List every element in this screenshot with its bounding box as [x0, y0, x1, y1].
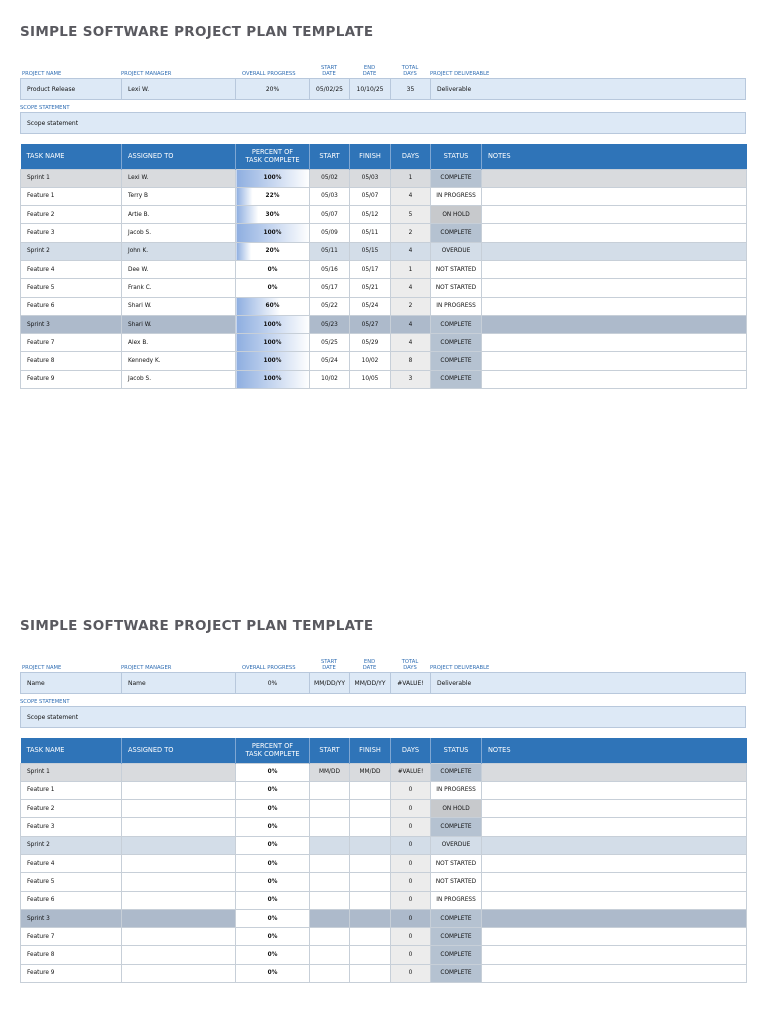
- plan-title: SIMPLE SOFTWARE PROJECT PLAN TEMPLATE: [20, 24, 374, 40]
- percent-complete-cell[interactable]: 100%: [236, 370, 310, 388]
- end-date-field[interactable]: MM/DD/YY: [350, 673, 391, 693]
- col-task-name: TASK NAME: [21, 738, 122, 763]
- start-cell[interactable]: [310, 964, 350, 982]
- notes-cell[interactable]: [482, 297, 747, 315]
- notes-cell[interactable]: [482, 928, 747, 946]
- start-cell[interactable]: [310, 946, 350, 964]
- start-cell[interactable]: 05/24: [310, 352, 350, 370]
- status-cell[interactable]: OVERDUE: [431, 242, 482, 260]
- days-cell: 4: [391, 315, 431, 333]
- task-table: [20, 144, 747, 389]
- task-name-cell[interactable]: Feature 2: [21, 206, 122, 224]
- notes-cell[interactable]: [482, 169, 747, 187]
- percent-complete-cell[interactable]: 0%: [236, 836, 310, 854]
- days-cell: 0: [391, 818, 431, 836]
- project-manager-field[interactable]: Name: [122, 673, 236, 693]
- assigned-to-cell[interactable]: [122, 964, 236, 982]
- task-name-cell[interactable]: Sprint 3: [21, 909, 122, 927]
- label-project-name: PROJECT NAME: [22, 71, 62, 77]
- percent-complete-cell[interactable]: 0%: [236, 763, 310, 781]
- finish-cell[interactable]: [350, 909, 391, 927]
- percent-complete-cell[interactable]: 0%: [236, 909, 310, 927]
- col-start: START: [310, 144, 350, 169]
- notes-cell[interactable]: [482, 946, 747, 964]
- finish-cell[interactable]: [350, 818, 391, 836]
- status-cell[interactable]: NOT STARTED: [431, 279, 482, 297]
- days-cell: 2: [391, 297, 431, 315]
- finish-cell[interactable]: [350, 891, 391, 909]
- assigned-to-cell[interactable]: [122, 836, 236, 854]
- start-cell[interactable]: 05/16: [310, 260, 350, 278]
- task-name-cell[interactable]: Feature 3: [21, 224, 122, 242]
- col-days: DAYS: [391, 738, 431, 763]
- percent-complete-cell[interactable]: 0%: [236, 818, 310, 836]
- start-cell[interactable]: [310, 781, 350, 799]
- assigned-to-cell[interactable]: [122, 781, 236, 799]
- start-cell[interactable]: [310, 854, 350, 872]
- project-manager-field[interactable]: Lexi W.: [122, 79, 236, 99]
- project-name-field[interactable]: Name: [21, 673, 122, 693]
- table-row: [21, 964, 747, 982]
- notes-cell[interactable]: [482, 187, 747, 205]
- task-name-cell[interactable]: Feature 3: [21, 818, 122, 836]
- task-name-cell[interactable]: Feature 7: [21, 334, 122, 352]
- project-deliverable-field[interactable]: Deliverable: [437, 679, 472, 687]
- start-cell[interactable]: [310, 800, 350, 818]
- finish-cell[interactable]: 05/07: [350, 187, 391, 205]
- col-assigned-to: ASSIGNED TO: [122, 738, 236, 763]
- table-row: [21, 928, 747, 946]
- finish-cell[interactable]: 05/29: [350, 334, 391, 352]
- label-start-date: START DATE: [320, 65, 337, 77]
- days-cell: 0: [391, 946, 431, 964]
- assigned-to-cell[interactable]: [122, 854, 236, 872]
- table-row: [21, 297, 747, 315]
- start-cell[interactable]: 05/22: [310, 297, 350, 315]
- start-cell[interactable]: 05/07: [310, 206, 350, 224]
- finish-cell[interactable]: [350, 836, 391, 854]
- table-row: [21, 854, 747, 872]
- notes-cell[interactable]: [482, 334, 747, 352]
- total-days-field[interactable]: 35: [391, 79, 431, 99]
- days-cell: 0: [391, 909, 431, 927]
- notes-cell[interactable]: [482, 279, 747, 297]
- table-row: [21, 315, 747, 333]
- task-name-cell[interactable]: Sprint 2: [21, 836, 122, 854]
- finish-cell[interactable]: [350, 781, 391, 799]
- finish-cell[interactable]: [350, 873, 391, 891]
- label-overall-progress: OVERALL PROGRESS: [242, 71, 296, 77]
- days-cell: 0: [391, 873, 431, 891]
- status-cell[interactable]: COMPLETE: [431, 964, 482, 982]
- assigned-to-cell[interactable]: Kennedy K.: [122, 352, 236, 370]
- notes-cell[interactable]: [482, 260, 747, 278]
- assigned-to-cell[interactable]: [122, 818, 236, 836]
- start-cell[interactable]: [310, 818, 350, 836]
- task-name-cell[interactable]: Sprint 2: [21, 242, 122, 260]
- col-finish: FINISH: [350, 144, 391, 169]
- table-row: [21, 242, 747, 260]
- status-cell[interactable]: COMPLETE: [431, 763, 482, 781]
- days-cell: 1: [391, 260, 431, 278]
- assigned-to-cell[interactable]: Shari W.: [122, 297, 236, 315]
- table-row: [21, 352, 747, 370]
- percent-complete-cell[interactable]: 100%: [236, 169, 310, 187]
- scope-statement-field[interactable]: Scope statement: [20, 112, 746, 134]
- task-name-cell[interactable]: Feature 4: [21, 260, 122, 278]
- assigned-to-cell[interactable]: [122, 928, 236, 946]
- status-cell[interactable]: COMPLETE: [431, 909, 482, 927]
- status-cell[interactable]: COMPLETE: [431, 169, 482, 187]
- table-row: [21, 224, 747, 242]
- status-cell[interactable]: IN PROGRESS: [431, 297, 482, 315]
- percent-complete-cell[interactable]: 0%: [236, 928, 310, 946]
- percent-complete-cell[interactable]: 60%: [236, 297, 310, 315]
- finish-cell[interactable]: [350, 946, 391, 964]
- assigned-to-cell[interactable]: John K.: [122, 242, 236, 260]
- table-row: [21, 781, 747, 799]
- days-cell: 0: [391, 854, 431, 872]
- task-name-cell[interactable]: Feature 7: [21, 928, 122, 946]
- col-percent-complete: PERCENT OF TASK COMPLETE: [236, 738, 310, 763]
- notes-cell[interactable]: [482, 315, 747, 333]
- label-start-date: START DATE: [320, 659, 337, 671]
- percent-complete-cell[interactable]: 0%: [236, 800, 310, 818]
- percent-complete-cell[interactable]: 0%: [236, 964, 310, 982]
- notes-cell[interactable]: [482, 909, 747, 927]
- notes-cell[interactable]: [482, 818, 747, 836]
- status-cell[interactable]: COMPLETE: [431, 315, 482, 333]
- col-status: STATUS: [431, 144, 482, 169]
- notes-cell[interactable]: [482, 763, 747, 781]
- percent-complete-cell[interactable]: 0%: [236, 946, 310, 964]
- table-row: [21, 873, 747, 891]
- finish-cell[interactable]: 05/03: [350, 169, 391, 187]
- percent-complete-cell[interactable]: 100%: [236, 315, 310, 333]
- days-cell: 4: [391, 242, 431, 260]
- start-date-field[interactable]: MM/DD/YY: [310, 673, 350, 693]
- task-name-cell[interactable]: Feature 6: [21, 891, 122, 909]
- days-cell: #VALUE!: [391, 763, 431, 781]
- status-cell[interactable]: COMPLETE: [431, 946, 482, 964]
- days-cell: 1: [391, 169, 431, 187]
- label-project-deliverable: PROJECT DELIVERABLE: [430, 665, 490, 671]
- status-cell[interactable]: ON HOLD: [431, 800, 482, 818]
- project-info-row: [20, 78, 746, 100]
- finish-cell[interactable]: 05/17: [350, 260, 391, 278]
- table-row: [21, 946, 747, 964]
- notes-cell[interactable]: [482, 370, 747, 388]
- finish-cell[interactable]: 05/12: [350, 206, 391, 224]
- table-row: [21, 818, 747, 836]
- col-days: DAYS: [391, 144, 431, 169]
- table-row: [21, 909, 747, 927]
- status-cell[interactable]: COMPLETE: [431, 818, 482, 836]
- finish-cell[interactable]: [350, 854, 391, 872]
- start-cell[interactable]: 10/02: [310, 370, 350, 388]
- notes-cell[interactable]: [482, 873, 747, 891]
- table-row: [21, 763, 747, 781]
- assigned-to-cell[interactable]: [122, 763, 236, 781]
- days-cell: 4: [391, 334, 431, 352]
- col-notes: NOTES: [482, 144, 747, 169]
- col-start: START: [310, 738, 350, 763]
- status-cell[interactable]: IN PROGRESS: [431, 187, 482, 205]
- scope-statement-label: SCOPE STATEMENT: [20, 105, 70, 111]
- status-cell[interactable]: COMPLETE: [431, 334, 482, 352]
- days-cell: 0: [391, 800, 431, 818]
- percent-complete-cell[interactable]: 0%: [236, 279, 310, 297]
- finish-cell[interactable]: 05/11: [350, 224, 391, 242]
- finish-cell[interactable]: [350, 964, 391, 982]
- finish-cell[interactable]: 05/21: [350, 279, 391, 297]
- start-date-field[interactable]: 05/02/25: [310, 79, 350, 99]
- assigned-to-cell[interactable]: Lexi W.: [122, 169, 236, 187]
- status-cell[interactable]: OVERDUE: [431, 836, 482, 854]
- project-name-field[interactable]: Product Release: [21, 79, 122, 99]
- finish-cell[interactable]: MM/DD: [350, 763, 391, 781]
- finish-cell[interactable]: 05/24: [350, 297, 391, 315]
- task-name-cell[interactable]: Feature 5: [21, 279, 122, 297]
- table-row: [21, 800, 747, 818]
- status-cell[interactable]: NOT STARTED: [431, 854, 482, 872]
- percent-complete-cell[interactable]: 0%: [236, 854, 310, 872]
- task-name-cell[interactable]: Feature 5: [21, 873, 122, 891]
- notes-cell[interactable]: [482, 836, 747, 854]
- end-date-field[interactable]: 10/10/25: [350, 79, 391, 99]
- notes-cell[interactable]: [482, 964, 747, 982]
- task-name-cell[interactable]: Feature 2: [21, 800, 122, 818]
- project-plan-2: [20, 618, 746, 983]
- project-deliverable-field[interactable]: Deliverable: [437, 85, 472, 93]
- status-cell[interactable]: NOT STARTED: [431, 260, 482, 278]
- assigned-to-cell[interactable]: Jacob S.: [122, 224, 236, 242]
- assigned-to-cell[interactable]: [122, 946, 236, 964]
- percent-complete-cell[interactable]: 100%: [236, 352, 310, 370]
- col-finish: FINISH: [350, 738, 391, 763]
- percent-complete-cell[interactable]: 0%: [236, 781, 310, 799]
- finish-cell[interactable]: 05/27: [350, 315, 391, 333]
- assigned-to-cell[interactable]: [122, 909, 236, 927]
- percent-complete-cell[interactable]: 0%: [236, 260, 310, 278]
- days-cell: 8: [391, 352, 431, 370]
- notes-cell[interactable]: [482, 781, 747, 799]
- percent-complete-cell[interactable]: 30%: [236, 206, 310, 224]
- assigned-to-cell[interactable]: [122, 891, 236, 909]
- scope-statement-field[interactable]: Scope statement: [20, 706, 746, 728]
- task-table-header: [21, 738, 747, 763]
- assigned-to-cell[interactable]: Jacob S.: [122, 370, 236, 388]
- total-days-field[interactable]: #VALUE!: [391, 673, 431, 693]
- start-cell[interactable]: 05/02: [310, 169, 350, 187]
- project-plan-1: [20, 24, 746, 389]
- table-row: [21, 370, 747, 388]
- start-cell[interactable]: [310, 891, 350, 909]
- table-row: [21, 279, 747, 297]
- start-cell[interactable]: 05/23: [310, 315, 350, 333]
- project-info-row: [20, 672, 746, 694]
- start-cell[interactable]: 05/17: [310, 279, 350, 297]
- assigned-to-cell[interactable]: Alex B.: [122, 334, 236, 352]
- task-name-cell[interactable]: Feature 4: [21, 854, 122, 872]
- finish-cell[interactable]: [350, 800, 391, 818]
- finish-cell[interactable]: 10/05: [350, 370, 391, 388]
- info-labels: [20, 646, 746, 672]
- col-task-name: TASK NAME: [21, 144, 122, 169]
- status-cell[interactable]: COMPLETE: [431, 928, 482, 946]
- task-name-cell[interactable]: Feature 9: [21, 964, 122, 982]
- days-cell: 0: [391, 964, 431, 982]
- label-project-name: PROJECT NAME: [22, 665, 62, 671]
- task-name-cell[interactable]: Feature 9: [21, 370, 122, 388]
- label-end-date: END DATE: [362, 65, 377, 77]
- task-table: [20, 738, 747, 983]
- assigned-to-cell[interactable]: Artie B.: [122, 206, 236, 224]
- status-cell[interactable]: COMPLETE: [431, 352, 482, 370]
- start-cell[interactable]: [310, 928, 350, 946]
- overall-progress-field[interactable]: 20%: [236, 79, 310, 99]
- start-cell[interactable]: [310, 836, 350, 854]
- notes-cell[interactable]: [482, 800, 747, 818]
- finish-cell[interactable]: [350, 928, 391, 946]
- days-cell: 3: [391, 370, 431, 388]
- table-row: [21, 334, 747, 352]
- assigned-to-cell[interactable]: Dee W.: [122, 260, 236, 278]
- finish-cell[interactable]: 10/02: [350, 352, 391, 370]
- task-name-cell[interactable]: Sprint 1: [21, 169, 122, 187]
- label-total-days: TOTAL DAYS: [401, 65, 419, 77]
- label-overall-progress: OVERALL PROGRESS: [242, 665, 296, 671]
- notes-cell[interactable]: [482, 352, 747, 370]
- task-name-cell[interactable]: Feature 1: [21, 187, 122, 205]
- col-notes: NOTES: [482, 738, 747, 763]
- overall-progress-field[interactable]: 0%: [236, 673, 310, 693]
- task-name-cell[interactable]: Sprint 3: [21, 315, 122, 333]
- task-name-cell[interactable]: Feature 1: [21, 781, 122, 799]
- start-cell[interactable]: 05/03: [310, 187, 350, 205]
- days-cell: 0: [391, 891, 431, 909]
- notes-cell[interactable]: [482, 891, 747, 909]
- start-cell[interactable]: [310, 909, 350, 927]
- status-cell[interactable]: COMPLETE: [431, 370, 482, 388]
- info-labels: [20, 52, 746, 78]
- table-row: [21, 206, 747, 224]
- table-row: [21, 836, 747, 854]
- assigned-to-cell[interactable]: [122, 800, 236, 818]
- percent-complete-cell[interactable]: 0%: [236, 873, 310, 891]
- label-project-manager: PROJECT MANAGER: [121, 71, 172, 77]
- plan-title: SIMPLE SOFTWARE PROJECT PLAN TEMPLATE: [20, 618, 374, 634]
- days-cell: 4: [391, 279, 431, 297]
- status-cell[interactable]: IN PROGRESS: [431, 781, 482, 799]
- label-total-days: TOTAL DAYS: [401, 659, 419, 671]
- notes-cell[interactable]: [482, 242, 747, 260]
- task-name-cell[interactable]: Feature 6: [21, 297, 122, 315]
- days-cell: 0: [391, 781, 431, 799]
- percent-complete-cell[interactable]: 100%: [236, 224, 310, 242]
- assigned-to-cell[interactable]: Shari W.: [122, 315, 236, 333]
- table-row: [21, 260, 747, 278]
- notes-cell[interactable]: [482, 224, 747, 242]
- start-cell[interactable]: 05/09: [310, 224, 350, 242]
- days-cell: 0: [391, 836, 431, 854]
- table-row: [21, 891, 747, 909]
- col-percent-complete: PERCENT OF TASK COMPLETE: [236, 144, 310, 169]
- assigned-to-cell[interactable]: [122, 873, 236, 891]
- assigned-to-cell[interactable]: Frank C.: [122, 279, 236, 297]
- start-cell[interactable]: [310, 873, 350, 891]
- notes-cell[interactable]: [482, 206, 747, 224]
- percent-complete-cell[interactable]: 22%: [236, 187, 310, 205]
- label-project-manager: PROJECT MANAGER: [121, 665, 172, 671]
- start-cell[interactable]: 05/25: [310, 334, 350, 352]
- assigned-to-cell[interactable]: Terry B: [122, 187, 236, 205]
- percent-complete-cell[interactable]: 0%: [236, 891, 310, 909]
- task-table-header: [21, 144, 747, 169]
- days-cell: 4: [391, 187, 431, 205]
- col-assigned-to: ASSIGNED TO: [122, 144, 236, 169]
- status-cell[interactable]: IN PROGRESS: [431, 891, 482, 909]
- notes-cell[interactable]: [482, 854, 747, 872]
- status-cell[interactable]: COMPLETE: [431, 224, 482, 242]
- status-cell[interactable]: NOT STARTED: [431, 873, 482, 891]
- table-row: [21, 169, 747, 187]
- col-status: STATUS: [431, 738, 482, 763]
- finish-cell[interactable]: 05/15: [350, 242, 391, 260]
- table-row: [21, 187, 747, 205]
- task-name-cell[interactable]: Feature 8: [21, 946, 122, 964]
- days-cell: 5: [391, 206, 431, 224]
- status-cell[interactable]: ON HOLD: [431, 206, 482, 224]
- task-name-cell[interactable]: Feature 8: [21, 352, 122, 370]
- label-end-date: END DATE: [362, 659, 377, 671]
- days-cell: 0: [391, 928, 431, 946]
- label-project-deliverable: PROJECT DELIVERABLE: [430, 71, 490, 77]
- task-name-cell[interactable]: Sprint 1: [21, 763, 122, 781]
- scope-statement-label: SCOPE STATEMENT: [20, 699, 70, 705]
- percent-complete-cell[interactable]: 20%: [236, 242, 310, 260]
- start-cell[interactable]: MM/DD: [310, 763, 350, 781]
- percent-complete-cell[interactable]: 100%: [236, 334, 310, 352]
- start-cell[interactable]: 05/11: [310, 242, 350, 260]
- days-cell: 2: [391, 224, 431, 242]
